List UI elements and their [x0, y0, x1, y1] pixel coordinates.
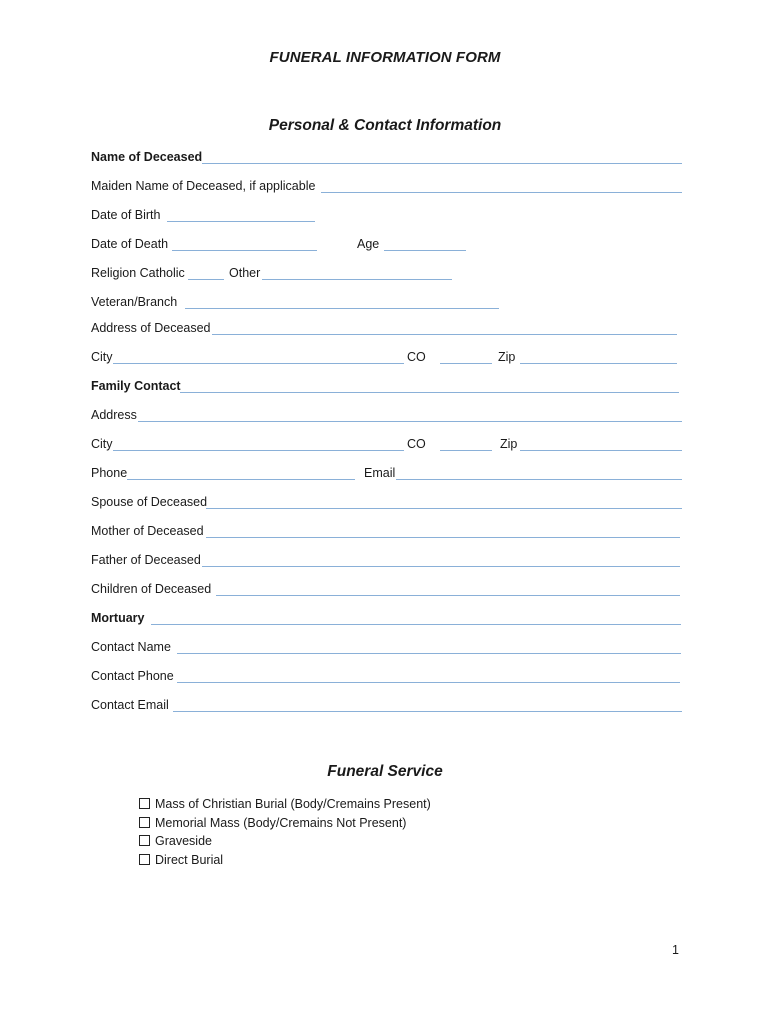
- label-contact-email: Contact Email: [91, 698, 169, 712]
- checkbox-label: Direct Burial: [155, 853, 224, 867]
- input-line-city[interactable]: [113, 363, 404, 364]
- input-line-city[interactable]: [113, 450, 404, 451]
- field-city-deceased: [91, 350, 683, 368]
- checkbox-label: Mass of Christian Burial (Body/Cremains Present): [155, 797, 431, 811]
- label-state: CO: [407, 350, 426, 364]
- section-heading-personal: Personal & Contact Information: [268, 117, 502, 134]
- input-line-date-of-death[interactable]: [172, 250, 317, 251]
- label-mortuary: Mortuary: [91, 611, 145, 625]
- label-maiden-name: Maiden Name of Deceased, if applicable: [91, 179, 316, 193]
- input-line-age[interactable]: [384, 250, 466, 251]
- field-father: [91, 553, 683, 571]
- field-maiden-name: [91, 179, 683, 197]
- field-veteran-branch: [91, 295, 683, 313]
- checkbox-icon[interactable]: [139, 835, 150, 846]
- input-line-contact-name[interactable]: [177, 653, 681, 654]
- checkbox-label: Graveside: [155, 834, 212, 848]
- checkbox-icon[interactable]: [139, 798, 150, 809]
- label-address: Address: [91, 408, 137, 422]
- field-city-family: [91, 437, 683, 455]
- input-line-address-of-deceased[interactable]: [212, 334, 677, 335]
- field-family-address: [91, 408, 683, 426]
- checkbox-memorial-mass[interactable]: [139, 816, 406, 832]
- label-date-of-birth: Date of Birth: [91, 208, 161, 222]
- input-line-family-address[interactable]: [138, 421, 682, 422]
- label-contact-name: Contact Name: [91, 640, 171, 654]
- field-contact-phone: [91, 669, 683, 687]
- field-mortuary: [91, 611, 683, 629]
- label-email: Email: [364, 466, 396, 480]
- page-number: 1: [672, 943, 679, 957]
- field-phone-email: [91, 466, 683, 484]
- label-state: CO: [407, 437, 426, 451]
- label-veteran-branch: Veteran/Branch: [91, 295, 178, 309]
- field-children: [91, 582, 683, 600]
- label-other: Other: [229, 266, 261, 280]
- label-contact-phone: Contact Phone: [91, 669, 174, 683]
- input-line-phone[interactable]: [127, 479, 355, 480]
- input-line-mortuary[interactable]: [151, 624, 681, 625]
- field-date-of-death: [91, 237, 683, 255]
- input-line-state[interactable]: [440, 450, 492, 451]
- input-line-zip[interactable]: [520, 363, 677, 364]
- input-line-zip[interactable]: [520, 450, 682, 451]
- label-city: City: [91, 437, 113, 451]
- field-contact-email: [91, 698, 683, 716]
- checkbox-mass-christian-burial[interactable]: [139, 797, 431, 813]
- field-contact-name: [91, 640, 683, 658]
- input-line-email[interactable]: [396, 479, 682, 480]
- field-spouse: [91, 495, 683, 513]
- label-date-of-death: Date of Death: [91, 237, 169, 251]
- field-religion: [91, 266, 683, 284]
- label-phone: Phone: [91, 466, 128, 480]
- input-line-contact-phone[interactable]: [177, 682, 680, 683]
- label-city: City: [91, 350, 113, 364]
- label-religion-catholic: Religion Catholic: [91, 266, 185, 280]
- section-heading-service: Funeral Service: [327, 763, 443, 780]
- checkbox-direct-burial[interactable]: [139, 853, 223, 869]
- label-family-contact: Family Contact: [91, 379, 181, 393]
- label-father: Father of Deceased: [91, 553, 201, 567]
- input-line-religion-catholic[interactable]: [188, 279, 224, 280]
- checkbox-icon[interactable]: [139, 817, 150, 828]
- input-line-date-of-birth[interactable]: [167, 221, 315, 222]
- input-line-mother[interactable]: [206, 537, 680, 538]
- input-line-name-of-deceased[interactable]: [202, 163, 682, 164]
- input-line-contact-email[interactable]: [173, 711, 682, 712]
- input-line-spouse[interactable]: [206, 508, 682, 509]
- label-mother: Mother of Deceased: [91, 524, 204, 538]
- field-date-of-birth: [91, 208, 683, 226]
- field-name-of-deceased: [91, 150, 683, 168]
- input-line-other[interactable]: [262, 279, 452, 280]
- field-mother: [91, 524, 683, 542]
- label-zip: Zip: [498, 350, 516, 364]
- field-family-contact: [91, 379, 683, 397]
- input-line-family-contact[interactable]: [180, 392, 679, 393]
- input-line-father[interactable]: [202, 566, 680, 567]
- field-address-of-deceased: [91, 321, 683, 339]
- label-zip: Zip: [500, 437, 518, 451]
- checkbox-label: Memorial Mass (Body/Cremains Not Present): [155, 816, 407, 830]
- input-line-maiden-name[interactable]: [321, 192, 682, 193]
- label-children: Children of Deceased: [91, 582, 212, 596]
- form-title: FUNERAL INFORMATION FORM: [269, 49, 501, 66]
- checkbox-graveside[interactable]: [139, 834, 212, 850]
- input-line-state[interactable]: [440, 363, 492, 364]
- input-line-veteran-branch[interactable]: [185, 308, 499, 309]
- label-name-of-deceased: Name of Deceased: [91, 150, 203, 164]
- label-spouse: Spouse of Deceased: [91, 495, 208, 509]
- label-age: Age: [357, 237, 380, 251]
- label-address-of-deceased: Address of Deceased: [91, 321, 211, 335]
- checkbox-icon[interactable]: [139, 854, 150, 865]
- input-line-children[interactable]: [216, 595, 680, 596]
